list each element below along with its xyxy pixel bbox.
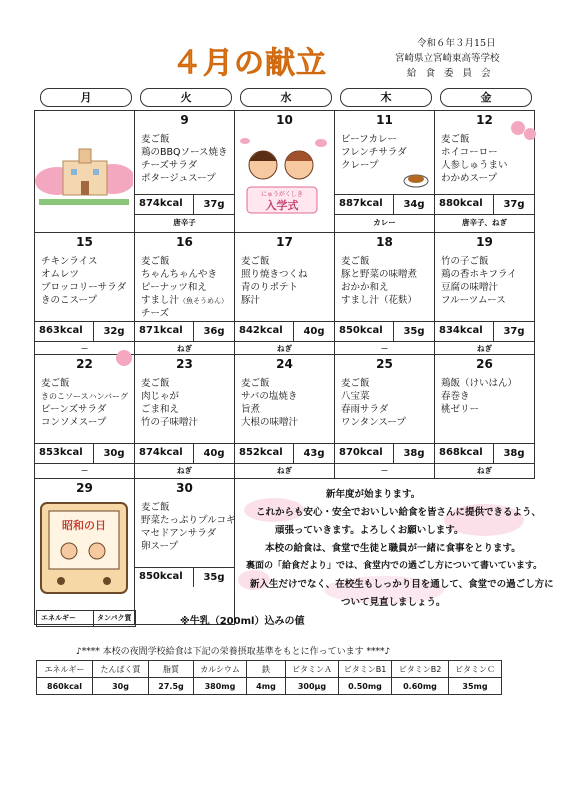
- table-cell: 30g: [93, 678, 149, 695]
- menu-item: 肉じゃが: [141, 391, 180, 402]
- committee-name: 給 食 委 員 会: [407, 68, 494, 79]
- menu-list: [441, 377, 517, 416]
- calendar-cell-day-19: [435, 233, 535, 355]
- date-number: 11: [376, 113, 393, 127]
- date-number: 22: [76, 357, 93, 371]
- menu-item: 春巻き: [441, 391, 470, 402]
- table-row: [37, 678, 502, 695]
- allergen-note: 唐辛子: [173, 218, 196, 227]
- calendar-cell-day-22: [35, 355, 135, 479]
- issue-date: 令和６年３月15日: [417, 38, 496, 49]
- energy-value: 850kcal: [339, 325, 383, 336]
- menu-item: フレンチサラダ: [341, 147, 407, 158]
- menu-item: 麦ご飯: [141, 378, 170, 389]
- note-line: ついて見直しましょう。: [341, 597, 446, 608]
- menu-list: [341, 255, 417, 307]
- table-cell: 0.50mg: [339, 678, 392, 695]
- menu-list: [141, 133, 228, 185]
- protein-value: 40g: [293, 322, 334, 341]
- date-number: 18: [376, 235, 393, 249]
- note-line: 新年度が始まります。: [326, 489, 421, 500]
- menu-list: [141, 377, 198, 429]
- allergen-note: ねぎ: [277, 344, 292, 353]
- calendar-cell-day-25: [335, 355, 435, 479]
- nutrition-row: [35, 443, 134, 464]
- table-cell: 4mg: [247, 678, 286, 695]
- calendar-cell-day-11: [335, 111, 435, 233]
- nutrition-row: [435, 321, 534, 342]
- menu-item: チーズサラダ: [141, 160, 198, 171]
- page-title: ４月の献立: [172, 46, 327, 81]
- menu-item: 鶏飯（けいはん）: [441, 378, 518, 389]
- menu-item: 麦ご飯: [441, 134, 470, 145]
- nutrition-row: [135, 567, 234, 587]
- milk-note: ※牛乳（200ml）込みの値: [180, 616, 305, 627]
- menu-item: 豚汁: [241, 295, 261, 306]
- date-number: 25: [376, 357, 393, 371]
- legend-energy: エネルギー: [41, 614, 76, 622]
- energy-value: 850kcal: [139, 571, 183, 582]
- note-line: 本校の給食は、食堂で生徒と職員が一緒に食事をとります。: [265, 543, 521, 554]
- table-header: たんぱく質: [93, 661, 149, 678]
- menu-item-text: すまし汁: [141, 295, 180, 306]
- table-header: 鉄: [247, 661, 286, 678]
- table-header: ビタミンＣ: [449, 661, 502, 678]
- menu-list: [441, 133, 508, 185]
- menu-item: 大根の味噌汁: [241, 417, 299, 428]
- table-header: ビタミンＡ: [286, 661, 339, 678]
- menu-item: 麦ご飯: [341, 378, 370, 389]
- calendar-cell-day-15: [35, 233, 135, 355]
- menu-item: 麦ご飯: [341, 256, 370, 267]
- energy-value: 834kcal: [439, 325, 483, 336]
- allergen-note: －: [380, 466, 389, 475]
- nutrition-row: [135, 321, 234, 342]
- menu-list: [341, 133, 407, 172]
- allergen-note: ねぎ: [177, 344, 192, 353]
- energy-value: 852kcal: [239, 447, 283, 458]
- menu-list: [341, 377, 406, 429]
- nutrition-row: [335, 443, 434, 464]
- menu-item: ブロッコリーサラダ: [41, 282, 127, 293]
- allergen-note: カレー: [373, 218, 396, 227]
- energy-value: 887kcal: [339, 198, 383, 209]
- date-number: 19: [476, 235, 493, 249]
- date-number: 17: [276, 235, 293, 249]
- menu-item: 春雨サラダ: [341, 404, 389, 415]
- date-number: 16: [176, 235, 193, 249]
- svg-text:昭和の日: 昭和の日: [62, 519, 106, 532]
- date-number: 10: [276, 113, 293, 127]
- allergen-note: 唐辛子、ねぎ: [462, 218, 507, 227]
- table-cell: 35mg: [449, 678, 502, 695]
- nutrition-row: [435, 443, 534, 464]
- calendar-cell-day-9: [135, 111, 235, 233]
- day-header-wed: 水: [240, 88, 332, 107]
- calendar-cell-empty: [35, 111, 135, 233]
- allergen-note: －: [380, 344, 389, 353]
- energy-value: 842kcal: [239, 325, 283, 336]
- note-line: これからも安心・安全でおいしい給食を皆さんに提供できるよう、: [256, 507, 542, 518]
- nutrition-row: [135, 194, 234, 215]
- menu-item: 麦ご飯: [141, 256, 170, 267]
- menu-item: 旨煮: [241, 404, 261, 415]
- menu-item: 竹の子味噌汁: [141, 417, 199, 428]
- calendar-cell-day-30: [135, 479, 235, 625]
- menu-item: ポタージュスープ: [141, 173, 216, 184]
- menu-item: 豚と野菜の味噌煮: [341, 269, 418, 280]
- menu-item: クレープ: [341, 160, 379, 171]
- menu-item: 麦ご飯: [41, 378, 70, 389]
- protein-value: 37g: [193, 195, 234, 214]
- calendar-cell-day-16: [135, 233, 235, 355]
- menu-item: きのこスープ: [41, 295, 98, 306]
- energy-value: 868kcal: [439, 447, 483, 458]
- date-number: 9: [180, 113, 189, 127]
- standard-title: ♪**** 本校の夜間学校給食は下記の栄養摂取基準をもとに作っています ****♪: [76, 647, 391, 657]
- menu-list: [241, 255, 308, 307]
- protein-value: 37g: [493, 322, 534, 341]
- menu-item: チキンライス: [41, 256, 98, 267]
- menu-item: 青のりポテト: [241, 282, 299, 293]
- menu-item: 桃ゼリー: [441, 404, 480, 415]
- energy-value: 874kcal: [139, 198, 183, 209]
- menu-item: 八宝菜: [341, 391, 370, 402]
- date-number: 26: [476, 357, 493, 371]
- note-line: 新入生だけでなく、在校生もしっかり目を通して、食堂での過ごし方に: [250, 579, 554, 590]
- table-header-row: [37, 661, 502, 678]
- calendar-cell-day-17: [235, 233, 335, 355]
- menu-list: [141, 255, 228, 320]
- nutrition-standard-table: [36, 660, 502, 695]
- menu-item: [141, 294, 228, 307]
- sakura-flower-icon: [112, 346, 136, 370]
- menu-item: マセドアンサラダ: [141, 528, 217, 539]
- protein-value: 35g: [393, 322, 434, 341]
- showa-day-illustration: [39, 499, 131, 599]
- nutrition-row: [135, 443, 234, 464]
- nutrition-row: [435, 194, 534, 215]
- school-name: 宮崎県立宮崎東高等学校: [395, 53, 500, 64]
- protein-value: 34g: [393, 195, 434, 214]
- table-cell: 300μg: [286, 678, 339, 695]
- nutrition-row: [335, 194, 434, 215]
- energy-value: 863kcal: [39, 325, 83, 336]
- menu-item: ビーンズサラダ: [41, 404, 107, 415]
- energy-value: 871kcal: [139, 325, 183, 336]
- header-info: [395, 36, 500, 81]
- legend-protein: タンパク質: [93, 611, 132, 626]
- menu-list: [141, 501, 236, 553]
- calendar-cell-day-29: [35, 479, 135, 625]
- table-header: ビタミンB1: [339, 661, 392, 678]
- menu-item: 人参しゅうまい: [441, 160, 508, 171]
- nutrition-row: [35, 321, 134, 342]
- nutrition-row: [235, 321, 334, 342]
- date-number: 23: [176, 357, 193, 371]
- energy-value: 880kcal: [439, 198, 483, 209]
- energy-value: 870kcal: [339, 447, 383, 458]
- menu-item: 豆腐の味噌汁: [441, 282, 499, 293]
- protein-value: 35g: [193, 568, 234, 587]
- date-number: 30: [176, 481, 193, 495]
- menu-item-note: （魚そうめん）: [179, 297, 229, 305]
- sakura-flower-icon: [508, 118, 538, 142]
- menu-item: 麦ご飯: [141, 502, 170, 513]
- svg-text:にゅうがくしき: にゅうがくしき: [261, 191, 303, 198]
- allergen-note: －: [80, 466, 89, 475]
- allergen-note: ねぎ: [177, 466, 192, 475]
- table-header: ビタミンB2: [392, 661, 449, 678]
- date-number: 12: [476, 113, 493, 127]
- menu-list: [241, 377, 298, 429]
- allergen-note: ねぎ: [277, 466, 292, 475]
- menu-list: [41, 255, 126, 307]
- calendar-cell-day-18: [335, 233, 435, 355]
- menu-item: コンソメスープ: [41, 417, 107, 428]
- menu-item: フルーツムース: [441, 295, 506, 306]
- menu-item: 鶏のBBQソース焼き: [141, 147, 228, 158]
- table-header: カルシウム: [194, 661, 247, 678]
- menu-item: ホイコーロー: [441, 147, 498, 158]
- menu-item: 麦ご飯: [241, 256, 270, 267]
- protein-value: 30g: [93, 444, 134, 463]
- allergen-note: －: [80, 344, 89, 353]
- protein-value: 37g: [493, 195, 534, 214]
- table-cell: 27.5g: [149, 678, 194, 695]
- protein-value: 38g: [493, 444, 534, 463]
- menu-item: 竹の子ご飯: [441, 256, 489, 267]
- protein-value: 32g: [93, 322, 134, 341]
- menu-item: わかめスープ: [441, 173, 498, 184]
- energy-value: 874kcal: [139, 447, 183, 458]
- protein-value: 43g: [293, 444, 334, 463]
- day-header-tue: 火: [140, 88, 232, 107]
- menu-item: チーズ: [141, 308, 170, 319]
- nutrition-row: [235, 443, 334, 464]
- entrance-ceremony-illustration: [235, 129, 333, 229]
- curry-dish-icon: [403, 167, 429, 189]
- menu-item: 麦ご飯: [241, 378, 270, 389]
- nutrition-row: [335, 321, 434, 342]
- calendar-cell-day-23: [135, 355, 235, 479]
- allergen-note: ねぎ: [477, 344, 492, 353]
- calendar-cell-day-26: [435, 355, 535, 479]
- table-header: 脂質: [149, 661, 194, 678]
- menu-item: ビーフカレー: [341, 134, 398, 145]
- day-header-thu: 木: [340, 88, 432, 107]
- day-header-mon: 月: [40, 88, 132, 107]
- protein-value: 38g: [393, 444, 434, 463]
- menu-item: ワンタンスープ: [341, 417, 406, 428]
- menu-item: すまし汁（花麩）: [341, 295, 418, 306]
- table-cell: 860kcal: [37, 678, 93, 695]
- energy-value: 853kcal: [39, 447, 83, 458]
- menu-item: 鶏の香ホキフライ: [441, 269, 517, 280]
- svg-text:入学式: 入学式: [265, 199, 299, 212]
- menu-item: ちゃんちゃんやき: [141, 269, 218, 280]
- date-number: 29: [76, 481, 93, 495]
- menu-item: 麦ご飯: [141, 134, 170, 145]
- menu-item: きのこソースハンバーグ: [41, 392, 129, 401]
- school-building-illustration: [35, 111, 133, 231]
- menu-item: サバの塩焼き: [241, 391, 298, 402]
- menu-list: [41, 377, 128, 429]
- calendar-cell-day-24: [235, 355, 335, 479]
- calendar-cell-day-10: [235, 111, 335, 233]
- date-number: 24: [276, 357, 293, 371]
- table-header: エネルギー: [37, 661, 93, 678]
- menu-item: ピーナッツ和え: [141, 282, 207, 293]
- menu-item: 照り焼きつくね: [241, 269, 308, 280]
- protein-value: 36g: [193, 322, 234, 341]
- nutrition-legend: [36, 610, 136, 627]
- protein-value: 40g: [193, 444, 234, 463]
- note-line: 裏面の「給食だより」では、食堂内での過ごし方について書いています。: [246, 561, 543, 571]
- table-cell: 380mg: [194, 678, 247, 695]
- menu-item: 野菜たっぷりプルコギ: [141, 515, 236, 526]
- menu-item: ごま和え: [141, 404, 180, 415]
- allergen-note: ねぎ: [477, 466, 492, 475]
- date-number: 15: [76, 235, 93, 249]
- day-header-fri: 金: [440, 88, 532, 107]
- menu-list: [441, 255, 517, 307]
- table-cell: 0.60mg: [392, 678, 449, 695]
- note-line: 頑張っていきます。よろしくお願いします。: [275, 525, 464, 536]
- menu-item: おかか和え: [341, 282, 389, 293]
- menu-item: オムレツ: [41, 269, 80, 280]
- menu-item: 卵スープ: [141, 541, 179, 552]
